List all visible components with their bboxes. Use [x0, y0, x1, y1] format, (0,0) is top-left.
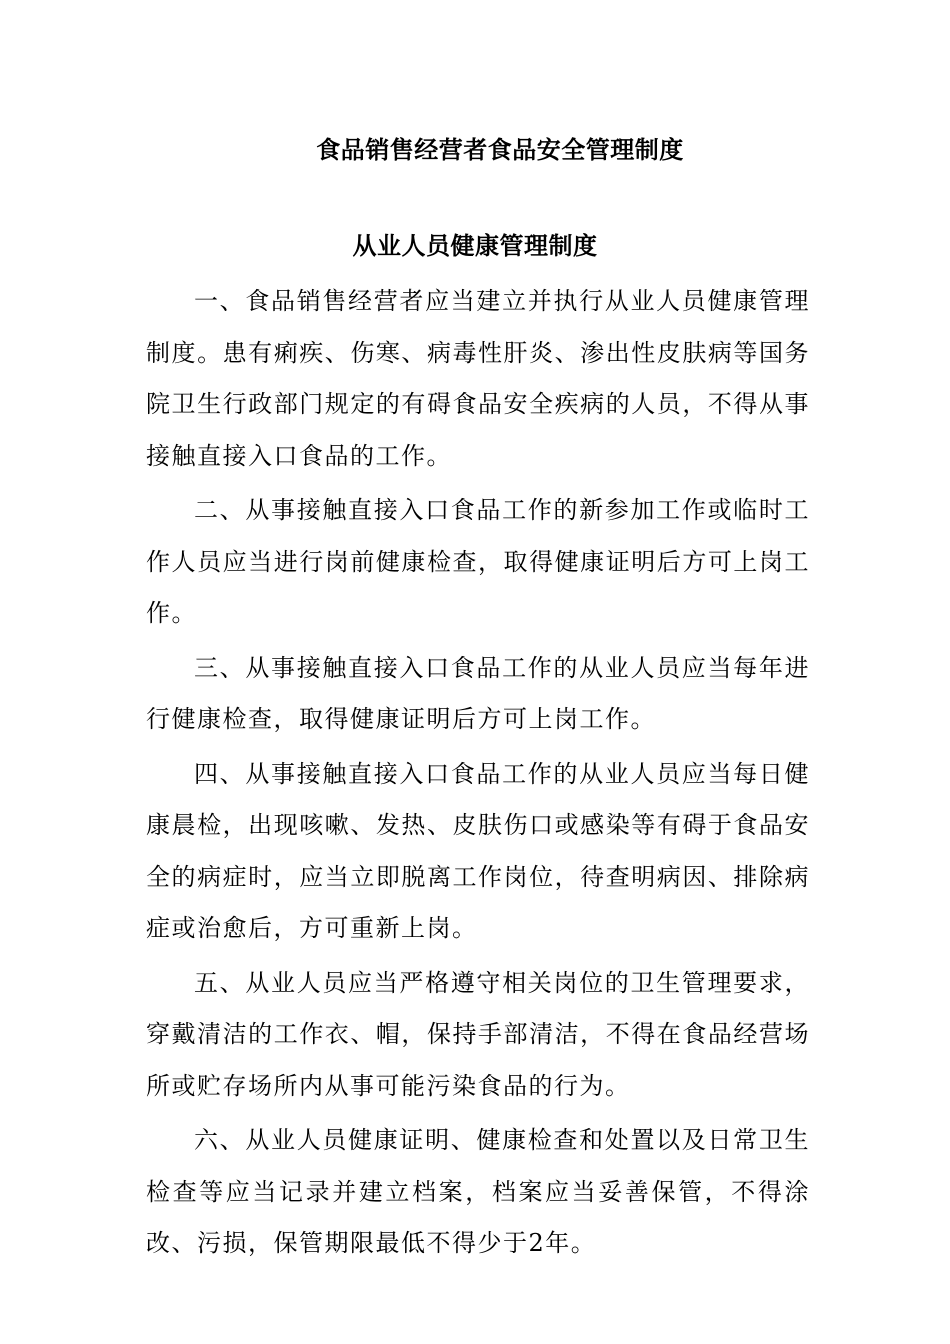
- paragraph-2: 二、从事接触直接入口食品工作的新参加工作或临时工作人员应当进行岗前健康检查，取得健康证明后方可上岗工作。: [146, 496, 810, 627]
- section-title: 从业人员健康管理制度: [352, 231, 598, 260]
- paragraph-4: 四、从事接触直接入口食品工作的从业人员应当每日健康晨检，出现咳嗽、发热、皮肤伤口或感染等有碍于食品安全的病症时，应当立即脱离工作岗位，待查明病因、排除病症或治愈后，方可重新上岗。: [146, 759, 810, 942]
- paragraph-1: 一、食品销售经营者应当建立并执行从业人员健康管理制度。患有痢疾、伤寒、病毒性肝炎、渗出性皮肤病等国务院卫生行政部门规定的有碍食品安全疾病的人员，不得从事接触直接入口食品的工作。: [146, 287, 810, 470]
- paragraph-6: 六、从业人员健康证明、健康检查和处置以及日常卫生检查等应当记录并建立档案，档案应当妥善保管，不得涂改、污损，保管期限最低不得少于2年。: [146, 1126, 810, 1257]
- document-title: 食品销售经营者食品安全管理制度: [316, 135, 684, 164]
- paragraph-5: 五、从业人员应当严格遵守相关岗位的卫生管理要求，穿戴清洁的工作衣、帽，保持手部清洁，不得在食品经营场所或贮存场所内从事可能污染食品的行为。: [146, 968, 810, 1100]
- paragraph-3: 三、从事接触直接入口食品工作的从业人员应当每年进行健康检查，取得健康证明后方可上岗工作。: [146, 653, 810, 733]
- document-body: [146, 276, 810, 1273]
